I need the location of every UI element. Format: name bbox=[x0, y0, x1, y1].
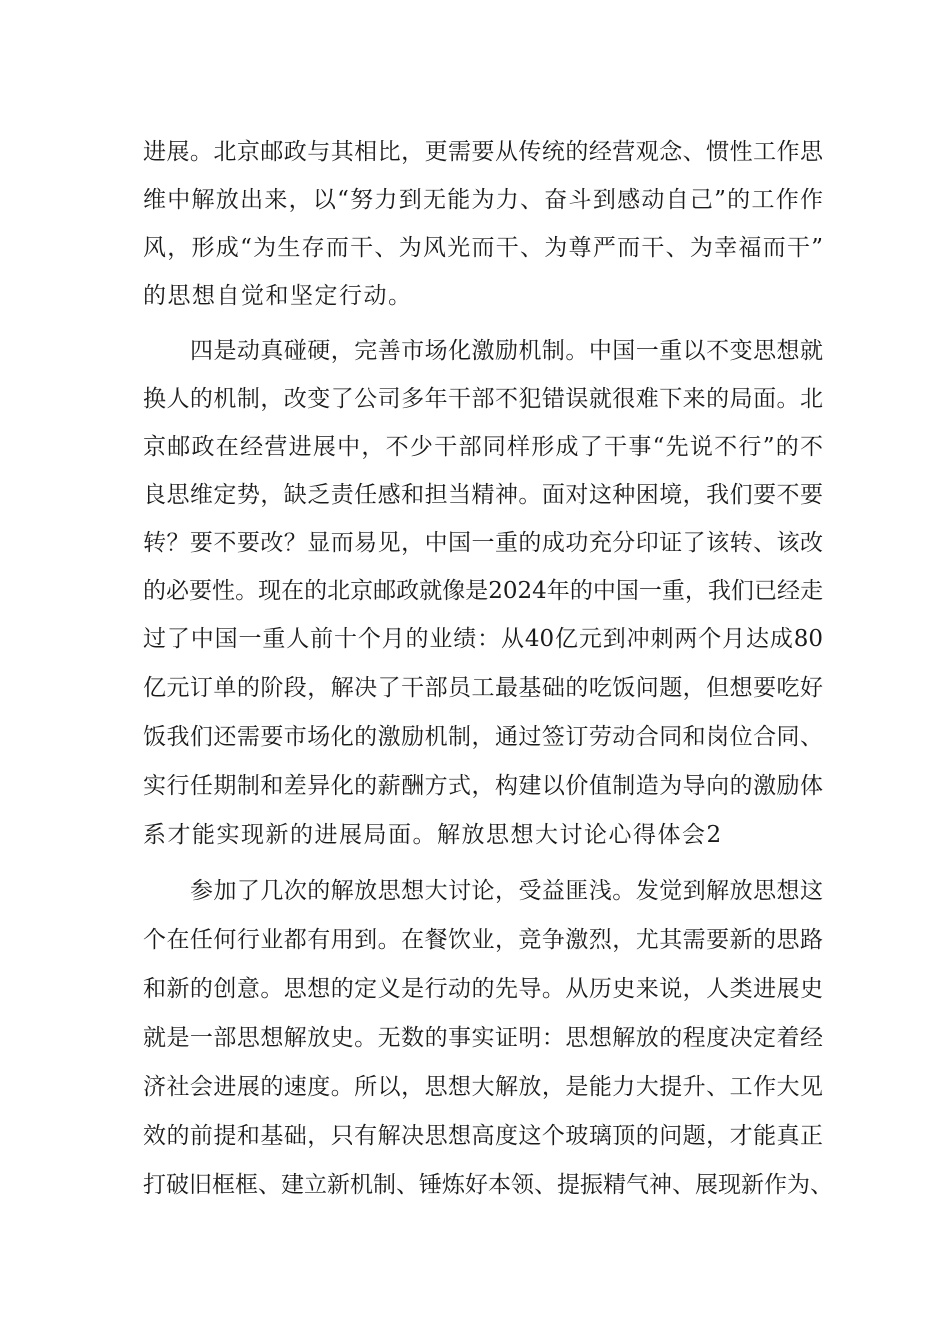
text-line: 风，形成“为生存而干、为风光而干、为尊严而干、为幸福而干” bbox=[143, 235, 823, 261]
text-line: 就是一部思想解放史。无数的事实证明：思想解放的程度决定着经 bbox=[143, 1025, 823, 1051]
text-line: 维中解放出来，以“努力到无能为力、奋斗到感动自己”的工作作 bbox=[143, 187, 823, 213]
text-line: 实行任期制和差异化的薪酬方式，构建以价值制造为导向的激励体 bbox=[143, 773, 823, 799]
text-line: 的思想自觉和坚定行动。 bbox=[143, 283, 413, 309]
text-line: 转？要不要改？显而易见，中国一重的成功充分印证了该转、该改 bbox=[143, 530, 823, 556]
text-line: 济社会进展的速度。所以，思想大解放，是能力大提升、工作大见 bbox=[143, 1074, 823, 1100]
paragraph-first-line: 参加了几次的解放思想大讨论，受益匪浅。发觉到解放思想这 bbox=[190, 878, 823, 904]
text-line: 京邮政在经营进展中，不少干部同样形成了干事“先说不行”的不 bbox=[143, 434, 823, 460]
text-line: 亿元订单的阶段，解决了干部员工最基础的吃饭问题，但想要吃好 bbox=[143, 675, 823, 701]
text-line: 饭我们还需要市场化的激励机制，通过签订劳动合同和岗位合同、 bbox=[143, 724, 823, 750]
text-line: 良思维定势，缺乏责任感和担当精神。面对这种困境，我们要不要 bbox=[143, 482, 823, 508]
text-line: 系才能实现新的进展局面。解放思想大讨论心得体会2 bbox=[143, 822, 723, 848]
text-line: 进展。北京邮政与其相比，更需要从传统的经营观念、惯性工作思 bbox=[143, 139, 823, 165]
text-line: 打破旧框框、建立新机制、锤炼好本领、提振精气神、展现新作为、 bbox=[143, 1172, 833, 1198]
text-line: 效的前提和基础，只有解决思想高度这个玻璃顶的问题，才能真正 bbox=[143, 1123, 823, 1149]
text-line: 换人的机制，改变了公司多年干部不犯错误就很难下来的局面。北 bbox=[143, 386, 823, 412]
text-line: 过了中国一重人前十个月的业绩：从40亿元到冲刺两个月达成80 bbox=[143, 626, 823, 652]
text-line: 和新的创意。思想的定义是行动的先导。从历史来说，人类进展史 bbox=[143, 976, 823, 1002]
paragraph-first-line: 四是动真碰硬，完善市场化激励机制。中国一重以不变思想就 bbox=[190, 338, 823, 364]
text-line: 个在任何行业都有用到。在餐饮业，竞争激烈，尤其需要新的思路 bbox=[143, 927, 823, 953]
text-line: 的必要性。现在的北京邮政就像是2024年的中国一重，我们已经走 bbox=[143, 578, 823, 604]
